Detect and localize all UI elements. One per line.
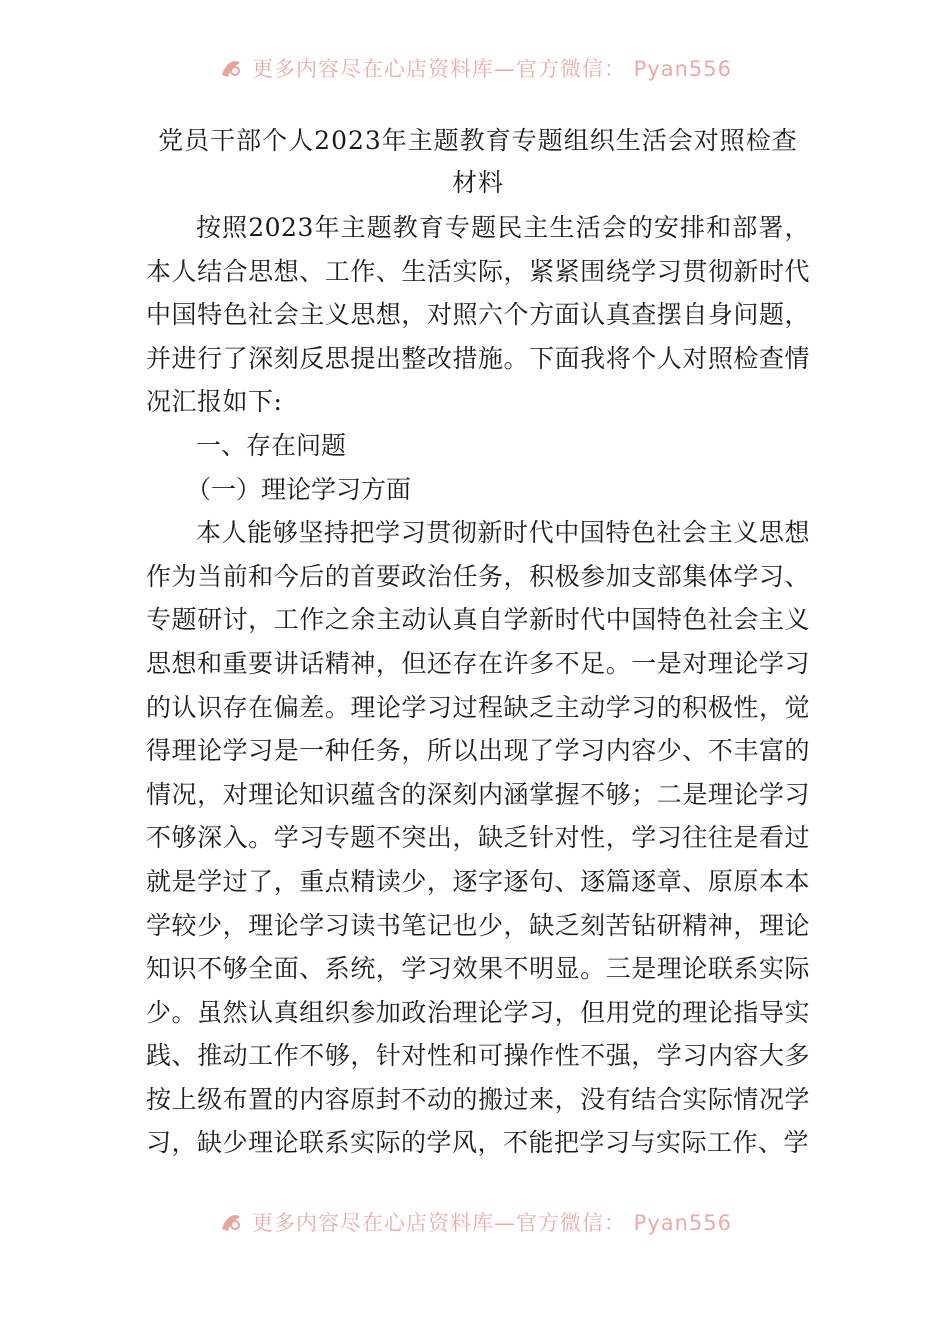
document-page xyxy=(146,120,810,1165)
watermark-header xyxy=(0,48,950,88)
body-paragraph: 本人能够坚持把学习贯彻新时代中国特色社会主义思想作为当前和今后的首要政治任务，积极参加支部集体学习、专题研讨，工作之余主动认真自学新时代中国特色社会主义思想和重要讲话精神，但还存在许多不足。一是对理论学习的认识存在偏差。理论学习过程缺乏主动学习的积极性，觉得理论学习是一种任务，所以出现了学习内容少、不丰富的情况，对理论知识蕴含的深刻内涵掌握不够；二是理论学习不够深入。学习专题不突出，缺乏针对性，学习往往是看过就是学过了，重点精读少，逐字逐句、逐篇逐章、原原本本学较少，理论学习读书笔记也少，缺乏刻苦钻研精神，理论知识不够全面、系统，学习效果不明显。三是理论联系实际少。虽然认真组织参加政治理论学习，但用党的理论指导实践、推动工作不够，针对性和可操作性不强，学习内容大多按上级布置的内容原封不动的搬过来，没有结合实际情况学习，缺少理论联系实际的学风，不能把学习与实际工作、学 xyxy=(146,518,810,1158)
watermark-text: 更多内容尽在心店资料库—官方微信： Pyan556 xyxy=(251,57,733,81)
subsection-heading: （一）理论学习方面 xyxy=(186,474,412,504)
watermark-logo-icon xyxy=(218,55,244,81)
document-title: 党员干部个人2023年主题教育专题组织生活会对照检查材料 xyxy=(158,126,798,197)
intro-paragraph: 按照2023年主题教育专题民主生活会的安排和部署，本人结合思想、工作、生活实际，紧紧围绕学习贯彻新时代中国特色社会主义思想，对照六个方面认真查摆自身问题，并进行了深刻反思提出整改措施。下面我将个人对照检查情况汇报如下: xyxy=(146,213,810,417)
section-heading: 一、存在问题 xyxy=(196,430,347,460)
watermark-footer xyxy=(0,1202,950,1242)
watermark-text: 更多内容尽在心店资料库—官方微信： Pyan556 xyxy=(251,1211,733,1235)
watermark-logo-icon xyxy=(218,1209,244,1235)
